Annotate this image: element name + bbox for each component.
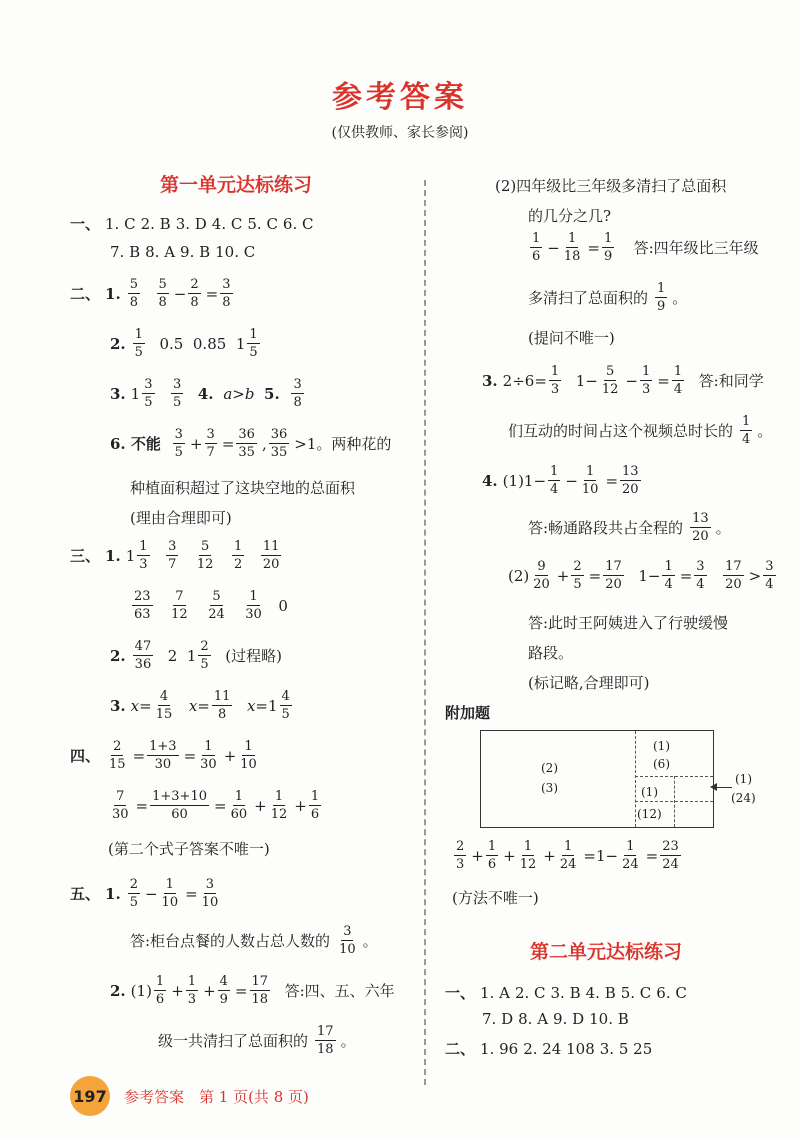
right-q2-2-eq: 1 6 − 1 18 = 1 9 答:四年级比三年级 (532, 231, 759, 264)
answer: 7. B (110, 243, 141, 261)
answer: 3. D (175, 214, 207, 233)
unit1-title: 第一单元达标练习 (160, 174, 313, 196)
unit1-q1-row1 (70, 213, 318, 234)
right-q3-line2: 们互动的时间占这个视频总时长的 1 4 。 (508, 414, 773, 447)
diagram-label-1-24-num: (1) (735, 772, 752, 786)
answer: 1. C (105, 214, 136, 233)
bonus-diagram: (2) (3) (1) (6) (1) (12) (480, 730, 714, 828)
answer: 4. C (211, 214, 243, 233)
unit2-title: 第二单元达标练习 (530, 941, 683, 963)
unit1-q5-1-answer: 答:柜台点餐的人数占总人数的 3 10 。 (130, 924, 378, 957)
right-q4-2-line2: 路段。 (528, 644, 574, 662)
bonus-note: (方法不唯一) (452, 889, 539, 907)
right-q4-2: (2) 9 20 + 2 5 = 17 20 1− 1 4 = 3 4 17 20 > 3 4 (508, 559, 774, 592)
q1-label: 一、 (70, 215, 101, 233)
page-title: 参考答案 (332, 80, 468, 115)
unit1-q3-1-row2: 23 63 7 12 5 24 1 30 0 (134, 589, 288, 622)
unit2-q1-row1: 一、 1. A 2. C 3. B 4. B 5. C 6. C (445, 983, 687, 1002)
unit1-q1-row2 (110, 243, 260, 261)
unit1-q5-2: 2. (1) 1 6 + 1 3 + 4 9 = 17 18 答:四、五、六年 (110, 974, 395, 1007)
unit1-q4-2: 7 30 = 1+3+10 60 = 1 60 + 1 12 + 1 6 (112, 789, 320, 822)
unit1-q3-1: 三、 1. 1 1 3 3 7 5 12 1 2 11 20 (70, 539, 280, 572)
page-footer (70, 1076, 309, 1116)
unit1-q2-2: 2. 1 5 0.5 0.85 1 1 5 (110, 327, 258, 360)
unit1-q2-6-line2: 种植面积超过了这块空地的总面积 (130, 479, 356, 497)
arrow-icon (712, 787, 732, 788)
column-divider (424, 180, 426, 1085)
q2-label: 二、 (70, 285, 101, 303)
unit1-q5-1: 五、 1. 2 5 − 1 10 = 3 10 (70, 877, 219, 910)
unit1-q4-1: 四、 2 15 = 1+3 30 = 1 30 + 1 10 (70, 739, 257, 772)
answer: 6. C (282, 214, 314, 233)
unit1-q2-6: 6. 不能 3 5 + 3 7 = 36 35 , 36 35 >1 。两种花的 (110, 427, 392, 460)
page-subtitle: (仅供教师、家长参阅) (331, 125, 469, 141)
unit2-q1-row2: 7. D 8. A 9. D 10. B (482, 1010, 629, 1028)
right-q4-1: 4. (1)1− 1 4 − 1 10 = 13 20 (482, 464, 639, 497)
right-q4-answer: 答:畅通路段共占全程的 13 20 。 (528, 511, 731, 544)
unit1-q3-2: 2. 47 36 2 1 2 5 (过程略) (110, 639, 282, 672)
unit1-q2-1: 二、 1. 5 8 5 8 − 2 8 = 3 8 (70, 277, 231, 310)
bonus-title: 附加题 (445, 704, 491, 722)
unit1-q5-2-line2: 级一共清扫了总面积的 17 18 。 (158, 1024, 356, 1057)
right-q3: 3. 2÷6= 1 3 1− 5 12 − 1 3 = 1 4 答:和同学 (482, 364, 764, 397)
footer-text: 参考答案 第 1 页(共 8 页) (124, 1087, 309, 1106)
answer: 10. C (215, 243, 256, 261)
unit1-q4-note: (第二个式子答案不唯一) (108, 840, 270, 858)
bonus-equation: 2 3 + 1 6 + 1 12 + 1 24 =1− 1 24 = 23 24 (456, 839, 679, 872)
diagram-label-1-24-den: (24) (731, 791, 756, 805)
right-q2-2-note: (提问不唯一) (528, 329, 615, 347)
answer: 9. B (180, 243, 211, 261)
answer: 2. B (140, 214, 171, 233)
answer: 5. C (247, 214, 278, 233)
right-q4-2-note: (标记略,合理即可) (528, 674, 650, 692)
page-number-badge: 197 (70, 1076, 110, 1116)
unit2-q2-row: 二、 1. 96 2. 24 108 3. 5 25 (445, 1039, 653, 1058)
right-q4-2-answer: 答:此时王阿姨进入了行驶缓慢 (528, 614, 729, 632)
right-q2-2-line1: (2)四年级比三年级多清扫了总面积 (495, 177, 727, 195)
unit1-q2-3: 3. 1 3 5 3 5 4. a > b 5. 3 8 (110, 377, 302, 410)
right-q2-2-line2: 的几分之几? (528, 207, 612, 225)
unit1-q2-6-line3: (理由合理即可) (130, 509, 232, 527)
answer: 8. A (145, 243, 176, 261)
right-q2-2-line4: 多清扫了总面积的 1 9 。 (528, 281, 688, 314)
unit1-q3-3: 3. x = 4 15 x = 11 8 x =1 4 5 (110, 689, 290, 722)
